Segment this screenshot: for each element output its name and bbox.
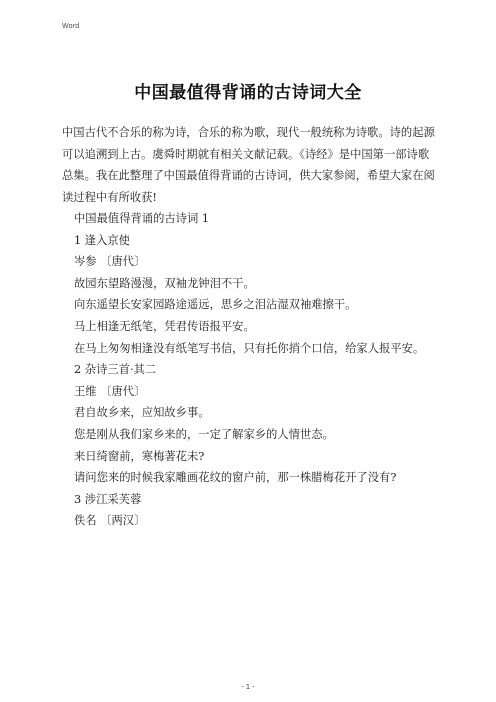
- poem-verse: 故园东望路漫漫，双袖龙钟泪不干。: [74, 276, 255, 290]
- poem-title: 3 涉江采芙蓉: [74, 492, 142, 506]
- poem-author: 王维 〔唐代〕: [74, 384, 146, 398]
- intro-paragraph: 中国古代不合乐的称为诗，合乐的称为歌，现代一般统称为诗歌。诗的起源可以追溯到上古。虞舜时期就有相关文献记载。《诗经》是中国第一部诗歌总集。我在此整理了中国最值得背诵的古诗词，供大家参阅，希望大家在阅读过程中有所收获!: [62, 126, 435, 204]
- poem-title: 1 逢入京使: [74, 233, 130, 247]
- poem-translation: 向东遥望长安家园路途遥远，思乡之泪沾湿双袖难擦干。: [74, 298, 357, 312]
- poem-verse: 来日绮窗前，寒梅著花未?: [74, 449, 205, 463]
- poem-verse: 马上相逢无纸笔，凭君传语报平安。: [74, 319, 255, 333]
- poem-translation: 您是刚从我们家乡来的，一定了解家乡的人情世态。: [74, 427, 334, 441]
- header-app-label: Word: [62, 23, 80, 30]
- page-number: - 1 -: [241, 682, 255, 691]
- poem-translation: 在马上匆匆相逢没有纸笔写书信，只有托你捎个口信，给家人报平安。: [74, 341, 425, 355]
- poem-author: 岑参 〔唐代〕: [74, 255, 146, 269]
- poem-lines: [62, 208, 436, 532]
- poem-translation: 请问您来的时候我家雕画花纹的窗户前，那一株腊梅花开了没有?: [74, 471, 397, 485]
- poem-author: 佚名 〔两汉〕: [74, 514, 146, 528]
- poem-title: 2 杂诗三首·其二: [74, 363, 157, 377]
- document-title: 中国最值得背诵的古诗词大全: [134, 83, 362, 103]
- section-heading: 中国最值得背诵的古诗词 1: [74, 212, 210, 225]
- poem-verse: 君自故乡来，应知故乡事。: [74, 406, 210, 420]
